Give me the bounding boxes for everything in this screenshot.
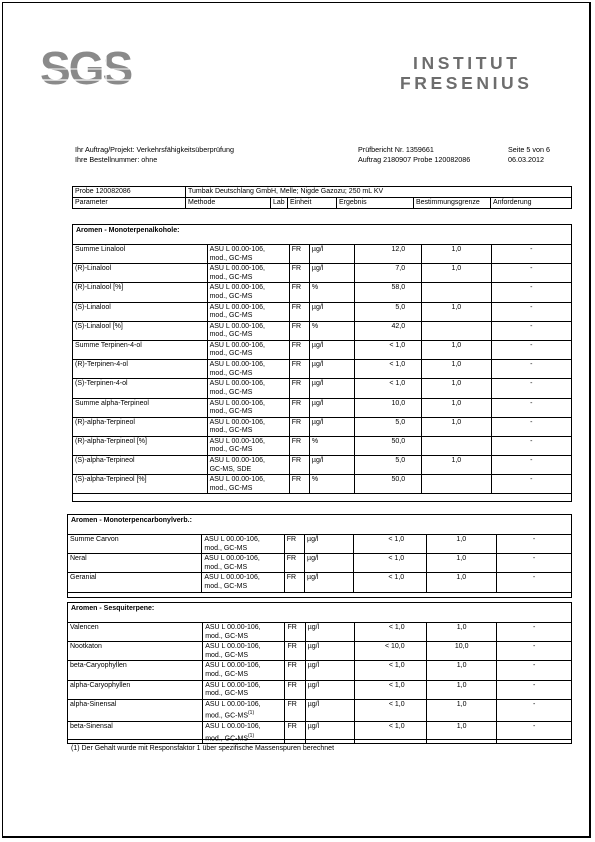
methode-line1: ASU L 00.00-106, xyxy=(204,536,260,543)
ergebnis-value: 50,0 xyxy=(391,437,406,445)
methode-line1: ASU L 00.00-106, xyxy=(209,265,265,273)
bestimmungsgrenze-cell: 1,0 xyxy=(421,340,491,359)
section-title: Aromen - Monoterpenalkohole: xyxy=(76,227,180,234)
anforderung-cell: - xyxy=(496,535,571,554)
methode-cell xyxy=(207,245,289,264)
ergebnis-value: < 1,0 xyxy=(388,555,405,563)
table-row xyxy=(73,321,572,340)
bestimmungsgrenze-cell: 1,0 xyxy=(426,680,496,699)
bestimmungsgrenze-cell: 1,0 xyxy=(421,456,491,475)
anforderung-cell: - xyxy=(497,661,572,680)
methode-line2 xyxy=(210,312,287,321)
section-rows-table xyxy=(67,534,572,593)
anforderung-cell: - xyxy=(491,456,571,475)
ergebnis-value: 5,0 xyxy=(395,418,406,426)
ergebnis-value: 10,0 xyxy=(391,399,406,407)
anforderung-cell: - xyxy=(491,360,571,379)
ergebnis-cell xyxy=(355,417,422,436)
table-row xyxy=(68,554,572,573)
parameter-cell: (R)-Terpinen-4-ol xyxy=(73,360,208,379)
methode-cell xyxy=(203,722,285,744)
bestimmungsgrenze-cell: 1,0 xyxy=(426,699,496,721)
parameter-cell: Nootkaton xyxy=(68,642,203,661)
anforderung-cell: - xyxy=(491,398,571,417)
lab-cell: FR xyxy=(289,245,309,264)
ergebnis-cell xyxy=(354,535,426,554)
methode-line1: ASU L 00.00-106, xyxy=(204,574,260,582)
methode-line1: ASU L 00.00-106, xyxy=(209,399,265,407)
einheit-cell: µg/l xyxy=(305,623,354,642)
institut-fresenius-logo xyxy=(400,53,546,93)
ergebnis-value: < 1,0 xyxy=(388,662,405,670)
lab-cell: FR xyxy=(289,398,309,417)
methode-line2 xyxy=(205,709,282,721)
methode-line1: ASU L 00.00-106, xyxy=(209,303,265,311)
section-rows-table xyxy=(67,622,572,744)
ergebnis-value: < 1,0 xyxy=(388,624,405,631)
bestimmungsgrenze-cell: 1,0 xyxy=(421,302,491,321)
bestimmungsgrenze-cell: 1,0 xyxy=(426,623,496,642)
methode-line2-text: mod., GC-MS xyxy=(205,651,248,659)
parameter-cell: Valencen xyxy=(68,623,203,642)
table-row xyxy=(73,245,572,264)
ergebnis-value: < 1,0 xyxy=(388,536,405,543)
parameter-cell: (S)-alpha-Terpineol xyxy=(73,456,208,475)
methode-line2 xyxy=(210,389,287,398)
bestimmungsgrenze-cell: 1,0 xyxy=(421,398,491,417)
methode-line2-text: mod., GC-MS xyxy=(209,427,253,435)
parameter-cell: Summe Linalool xyxy=(73,245,208,264)
methode-line2-text: mod., GC-MS xyxy=(209,446,253,454)
ergebnis-value: < 1,0 xyxy=(389,341,406,349)
methode-line2-text: mod., GC-MS xyxy=(209,408,253,415)
bestimmungsgrenze-cell: 1,0 xyxy=(426,722,496,744)
anforderung-cell: - xyxy=(491,321,571,340)
methode-cell xyxy=(203,699,285,721)
table-row xyxy=(73,398,572,417)
anforderung-cell: - xyxy=(491,340,571,359)
logo-line1: INSTITUT xyxy=(413,53,521,73)
bestimmungsgrenze-cell xyxy=(421,283,491,302)
bestimmungsgrenze-cell: 1,0 xyxy=(421,379,491,398)
ergebnis-value: 58,0 xyxy=(391,284,406,292)
footnote-ref: (1) xyxy=(248,710,255,717)
lab-cell: FR xyxy=(289,379,309,398)
lab-cell: FR xyxy=(284,573,304,592)
parameter-cell: (R)-Linalool [%] xyxy=(73,283,208,302)
bestimmungsgrenze-cell: 1,0 xyxy=(426,573,496,592)
lab-cell: FR xyxy=(285,642,305,661)
anforderung-cell: - xyxy=(491,302,571,321)
header-table xyxy=(72,186,572,209)
table-row xyxy=(68,623,572,642)
ergebnis-cell xyxy=(355,456,422,475)
methode-line2-text: mod., GC-MS xyxy=(209,388,253,396)
lab-cell: FR xyxy=(289,417,309,436)
methode-line1: ASU L 00.00-106, xyxy=(209,476,265,484)
anforderung-cell: - xyxy=(491,245,571,264)
ergebnis-cell xyxy=(355,398,422,417)
bestimmungsgrenze-cell: 1,0 xyxy=(426,535,496,554)
ergebnis-value: 5,0 xyxy=(395,457,406,465)
methode-line2-text: mod., GC-MS xyxy=(209,273,253,281)
bestimmungsgrenze-cell: 1,0 xyxy=(426,554,496,573)
methode-line2 xyxy=(210,446,287,455)
ergebnis-cell xyxy=(355,340,422,359)
table-row xyxy=(68,699,572,721)
methode-line1: ASU L 00.00-106, xyxy=(205,681,261,689)
anforderung-cell: - xyxy=(491,436,571,455)
anforderung-cell: - xyxy=(497,722,572,744)
lab-cell: FR xyxy=(289,436,309,455)
ergebnis-cell xyxy=(354,623,426,642)
col-parameter: Parameter xyxy=(73,198,186,209)
anforderung-cell: - xyxy=(491,283,571,302)
table-row xyxy=(68,661,572,680)
methode-cell xyxy=(203,623,285,642)
methode-cell xyxy=(202,554,284,573)
einheit-cell: % xyxy=(309,283,354,302)
lab-cell: FR xyxy=(289,302,309,321)
pruefbericht-nr: Prüfbericht Nr. 1359661 xyxy=(358,145,434,154)
methode-line2 xyxy=(204,545,281,554)
methode-cell xyxy=(207,264,289,283)
anforderung-cell: - xyxy=(497,623,572,642)
parameter-cell: (R)-alpha-Terpineol xyxy=(73,417,208,436)
methode-cell xyxy=(203,642,285,661)
methode-line2 xyxy=(210,350,287,359)
ergebnis-value: 50,0 xyxy=(391,476,406,484)
parameter-cell: Summe alpha-Terpineol xyxy=(73,398,208,417)
bestimmungsgrenze-cell xyxy=(421,475,491,494)
col-bestimmungsgrenze: Bestimmungsgrenze xyxy=(414,198,491,209)
bestimmungsgrenze-cell: 10,0 xyxy=(426,642,496,661)
einheit-cell: µg/l xyxy=(309,245,354,264)
ergebnis-cell xyxy=(355,436,422,455)
parameter-cell: beta-Sinensal xyxy=(68,722,203,744)
seite: Seite 5 von 6 xyxy=(508,145,550,154)
parameter-cell: (S)-Terpinen-4-ol xyxy=(73,379,208,398)
lab-cell: FR xyxy=(289,456,309,475)
lab-cell: FR xyxy=(285,680,305,699)
bestimmungsgrenze-cell: 1,0 xyxy=(421,245,491,264)
methode-line2 xyxy=(205,671,282,680)
methode-line2 xyxy=(210,331,287,340)
section-rows-table xyxy=(72,244,572,494)
methode-cell xyxy=(207,379,289,398)
lab-cell: FR xyxy=(289,360,309,379)
methode-line1: ASU L 00.00-106, xyxy=(209,341,265,349)
anforderung-cell: - xyxy=(497,699,572,721)
datum: 06.03.2012 xyxy=(508,155,544,164)
parameter-cell: beta-Caryophyllen xyxy=(68,661,203,680)
parameter-cell: Neral xyxy=(68,554,202,573)
ergebnis-cell xyxy=(355,321,422,340)
methode-cell xyxy=(207,321,289,340)
methode-line1: ASU L 00.00-106, xyxy=(209,437,265,445)
bestimmungsgrenze-cell: 1,0 xyxy=(421,360,491,379)
methode-line2-text: mod., GC-MS xyxy=(205,632,248,640)
einheit-cell: % xyxy=(309,321,354,340)
methode-line2 xyxy=(210,408,287,417)
einheit-cell: µg/l xyxy=(309,360,354,379)
parameter-cell: (S)-alpha-Terpineol [%] xyxy=(73,475,208,494)
anforderung-cell: - xyxy=(491,379,571,398)
methode-cell xyxy=(207,360,289,379)
methode-cell xyxy=(207,340,289,359)
parameter-cell: (S)-Linalool [%] xyxy=(73,321,208,340)
methode-line2 xyxy=(205,732,282,744)
methode-line2-text: mod., GC-MS xyxy=(209,292,253,300)
methode-cell xyxy=(207,283,289,302)
ergebnis-cell xyxy=(354,722,426,744)
methode-line2-text: mod., GC-MS xyxy=(209,254,253,262)
einheit-cell: µg/l xyxy=(309,398,354,417)
methode-line1: ASU L 00.00-106, xyxy=(209,246,265,253)
methode-line1: ASU L 00.00-106, xyxy=(205,624,261,631)
table-row xyxy=(73,340,572,359)
methode-line2-text: mod., GC-MS xyxy=(209,331,253,339)
ergebnis-value: 12,0 xyxy=(391,246,406,253)
bestimmungsgrenze-cell: 1,0 xyxy=(421,264,491,283)
einheit-cell: % xyxy=(309,436,354,455)
ergebnis-cell xyxy=(354,554,426,573)
ergebnis-cell xyxy=(355,283,422,302)
table-row xyxy=(73,360,572,379)
lab-cell: FR xyxy=(284,535,304,554)
anforderung-cell: - xyxy=(491,417,571,436)
anforderung-cell: - xyxy=(491,264,571,283)
section-title: Aromen - Monoterpencarbonylverb.: xyxy=(71,517,192,524)
probe-label: Probe 120082086 xyxy=(73,187,186,198)
ergebnis-value: < 1,0 xyxy=(389,361,406,369)
ergebnis-value: < 1,0 xyxy=(388,723,405,731)
sgs-logo xyxy=(40,44,140,95)
methode-line2-text: mod., GC-MS xyxy=(204,544,248,552)
einheit-cell: µg/l xyxy=(309,340,354,359)
footnote-ref: (1) xyxy=(248,732,255,739)
lab-cell: FR xyxy=(289,264,309,283)
auftrag-probe: Auftrag 2180907 Probe 120082086 xyxy=(358,155,471,164)
lab-cell: FR xyxy=(285,699,305,721)
methode-line1: ASU L 00.00-106, xyxy=(209,322,265,330)
methode-cell xyxy=(203,680,285,699)
col-lab: Lab xyxy=(271,198,288,209)
methode-line2-text: mod., GC-MS xyxy=(209,312,253,320)
bestimmungsgrenze-cell: 1,0 xyxy=(426,661,496,680)
col-anforderung: Anforderung xyxy=(491,198,572,209)
table-row xyxy=(73,379,572,398)
ergebnis-value: 7,0 xyxy=(395,265,406,273)
methode-cell xyxy=(207,398,289,417)
methode-line2 xyxy=(204,583,281,592)
meta-right xyxy=(508,145,550,165)
methode-line1: ASU L 00.00-106, xyxy=(209,361,265,369)
meta-left xyxy=(75,145,234,165)
methode-line2 xyxy=(210,274,287,283)
anforderung-cell: - xyxy=(491,475,571,494)
methode-cell xyxy=(207,475,289,494)
einheit-cell: µg/l xyxy=(305,680,354,699)
section-title: Aromen - Sesquiterpene: xyxy=(71,605,155,612)
auftrag-projekt: Ihr Auftrag/Projekt: Verkehrsfähigkeitsüberprüfung xyxy=(75,145,235,154)
parameter-cell: (R)-alpha-Terpineol [%] xyxy=(73,436,208,455)
parameter-cell: (R)-Linalool xyxy=(73,264,208,283)
lab-cell: FR xyxy=(285,661,305,680)
einheit-cell: µg/l xyxy=(305,554,354,573)
anforderung-cell: - xyxy=(497,680,572,699)
probe-desc: Tumbak Deutschlang GmbH, Melle; Nigde Gazozu; 250 mL KV xyxy=(186,187,572,198)
bestimmungsgrenze-cell xyxy=(421,321,491,340)
ergebnis-value: < 1,0 xyxy=(389,380,406,388)
methode-cell xyxy=(207,417,289,436)
ergebnis-value: 42,0 xyxy=(391,322,406,330)
methode-line2-text: mod., GC-MS xyxy=(209,484,253,492)
methode-cell xyxy=(207,436,289,455)
ergebnis-cell xyxy=(355,475,422,494)
bestellnummer: Ihre Bestellnummer: ohne xyxy=(75,155,158,164)
methode-line2 xyxy=(210,255,287,264)
ergebnis-cell xyxy=(354,680,426,699)
probe-row xyxy=(73,187,572,198)
lab-cell: FR xyxy=(284,554,304,573)
ergebnis-cell xyxy=(355,245,422,264)
bestimmungsgrenze-cell xyxy=(421,436,491,455)
einheit-cell: % xyxy=(309,475,354,494)
methode-line2-text: mod., GC-MS xyxy=(209,369,253,377)
table-row xyxy=(73,475,572,494)
methode-line2-text: mod., GC-MS xyxy=(205,670,248,678)
col-einheit: Einheit xyxy=(288,198,337,209)
table-row xyxy=(68,642,572,661)
einheit-cell: µg/l xyxy=(305,535,354,554)
methode-line2-text: mod., GC-MS xyxy=(205,690,248,698)
table-row xyxy=(68,535,572,554)
methode-line1: ASU L 00.00-106, xyxy=(209,284,265,292)
parameter-cell: (S)-Linalool xyxy=(73,302,208,321)
table-row xyxy=(73,456,572,475)
logo-line2: FRESENIUS xyxy=(400,73,533,93)
parameter-cell: Summe Terpinen-4-ol xyxy=(73,340,208,359)
column-header-row xyxy=(73,198,572,209)
einheit-cell: µg/l xyxy=(309,417,354,436)
table-row xyxy=(73,302,572,321)
methode-line2-text: mod., GC-MS xyxy=(209,350,253,358)
methode-line2 xyxy=(204,564,281,573)
methode-cell xyxy=(202,573,284,592)
parameter-cell: alpha-Sinensal xyxy=(68,699,203,721)
methode-line1: ASU L 00.00-106, xyxy=(204,555,260,563)
methode-line2 xyxy=(210,293,287,302)
anforderung-cell: - xyxy=(497,642,572,661)
ergebnis-cell xyxy=(355,379,422,398)
methode-line2 xyxy=(210,370,287,379)
ergebnis-cell xyxy=(355,360,422,379)
anforderung-cell: - xyxy=(496,573,571,592)
ergebnis-value: < 1,0 xyxy=(388,681,405,689)
einheit-cell: µg/l xyxy=(309,302,354,321)
methode-line2 xyxy=(205,652,282,661)
parameter-cell: Summe Carvon xyxy=(68,535,202,554)
table-row xyxy=(73,417,572,436)
table-row xyxy=(68,573,572,592)
col-ergebnis: Ergebnis xyxy=(337,198,414,209)
methode-line1: ASU L 00.00-106, xyxy=(205,643,261,651)
methode-line2 xyxy=(210,466,287,475)
einheit-cell: µg/l xyxy=(305,661,354,680)
methode-line1: ASU L 00.00-106, xyxy=(205,723,261,731)
methode-line2-text: mod., GC-MS xyxy=(205,712,248,720)
methode-line1: ASU L 00.00-106, xyxy=(205,662,261,670)
einheit-cell: µg/l xyxy=(309,264,354,283)
einheit-cell: µg/l xyxy=(309,379,354,398)
lab-cell: FR xyxy=(285,722,305,744)
parameter-cell: Geranial xyxy=(68,573,202,592)
ergebnis-cell xyxy=(354,661,426,680)
methode-line2-text: GC-MS, SDE xyxy=(209,465,252,473)
methode-line2-text: mod., GC-MS xyxy=(204,563,248,571)
parameter-cell: alpha-Caryophyllen xyxy=(68,680,203,699)
table-row xyxy=(73,264,572,283)
ergebnis-cell xyxy=(354,699,426,721)
methode-line2 xyxy=(210,485,287,494)
table-row xyxy=(68,722,572,744)
methode-line2 xyxy=(205,690,282,699)
ergebnis-value: < 1,0 xyxy=(388,574,405,582)
lab-cell: FR xyxy=(289,283,309,302)
meta-mid xyxy=(358,145,470,165)
ergebnis-cell xyxy=(355,302,422,321)
lab-cell: FR xyxy=(289,475,309,494)
table-row xyxy=(73,283,572,302)
ergebnis-value: < 10,0 xyxy=(384,643,405,651)
einheit-cell: µg/l xyxy=(305,699,354,721)
footnote: (1) Der Gehalt wurde mit Responsfaktor 1 über spezifische Massenspuren berechnet xyxy=(71,745,335,752)
sgs-logo-text: SGS xyxy=(40,44,132,90)
methode-line1: ASU L 00.00-106, xyxy=(209,380,265,388)
table-row xyxy=(68,680,572,699)
ergebnis-cell xyxy=(354,642,426,661)
methode-line1: ASU L 00.00-106, xyxy=(209,418,265,426)
ergebnis-value: < 1,0 xyxy=(388,700,405,708)
lab-cell: FR xyxy=(289,340,309,359)
methode-line1: ASU L 00.00-106, xyxy=(209,457,265,465)
methode-cell xyxy=(202,535,284,554)
ergebnis-value: 5,0 xyxy=(395,303,406,311)
anforderung-cell: - xyxy=(496,554,571,573)
methode-cell xyxy=(207,456,289,475)
einheit-cell: µg/l xyxy=(305,573,354,592)
methode-line2 xyxy=(210,427,287,436)
methode-line1: ASU L 00.00-106, xyxy=(205,700,261,708)
col-methode: Methode xyxy=(186,198,271,209)
einheit-cell: µg/l xyxy=(305,722,354,744)
ergebnis-cell xyxy=(354,573,426,592)
methode-line2-text: mod., GC-MS xyxy=(204,582,248,590)
ergebnis-cell xyxy=(355,264,422,283)
methode-line2-text: mod., GC-MS xyxy=(205,734,248,742)
methode-cell xyxy=(207,302,289,321)
lab-cell: FR xyxy=(285,623,305,642)
methode-line2 xyxy=(205,633,282,642)
methode-cell xyxy=(203,661,285,680)
bestimmungsgrenze-cell: 1,0 xyxy=(421,417,491,436)
table-row xyxy=(73,436,572,455)
einheit-cell: µg/l xyxy=(309,456,354,475)
lab-cell: FR xyxy=(289,321,309,340)
einheit-cell: µg/l xyxy=(305,642,354,661)
